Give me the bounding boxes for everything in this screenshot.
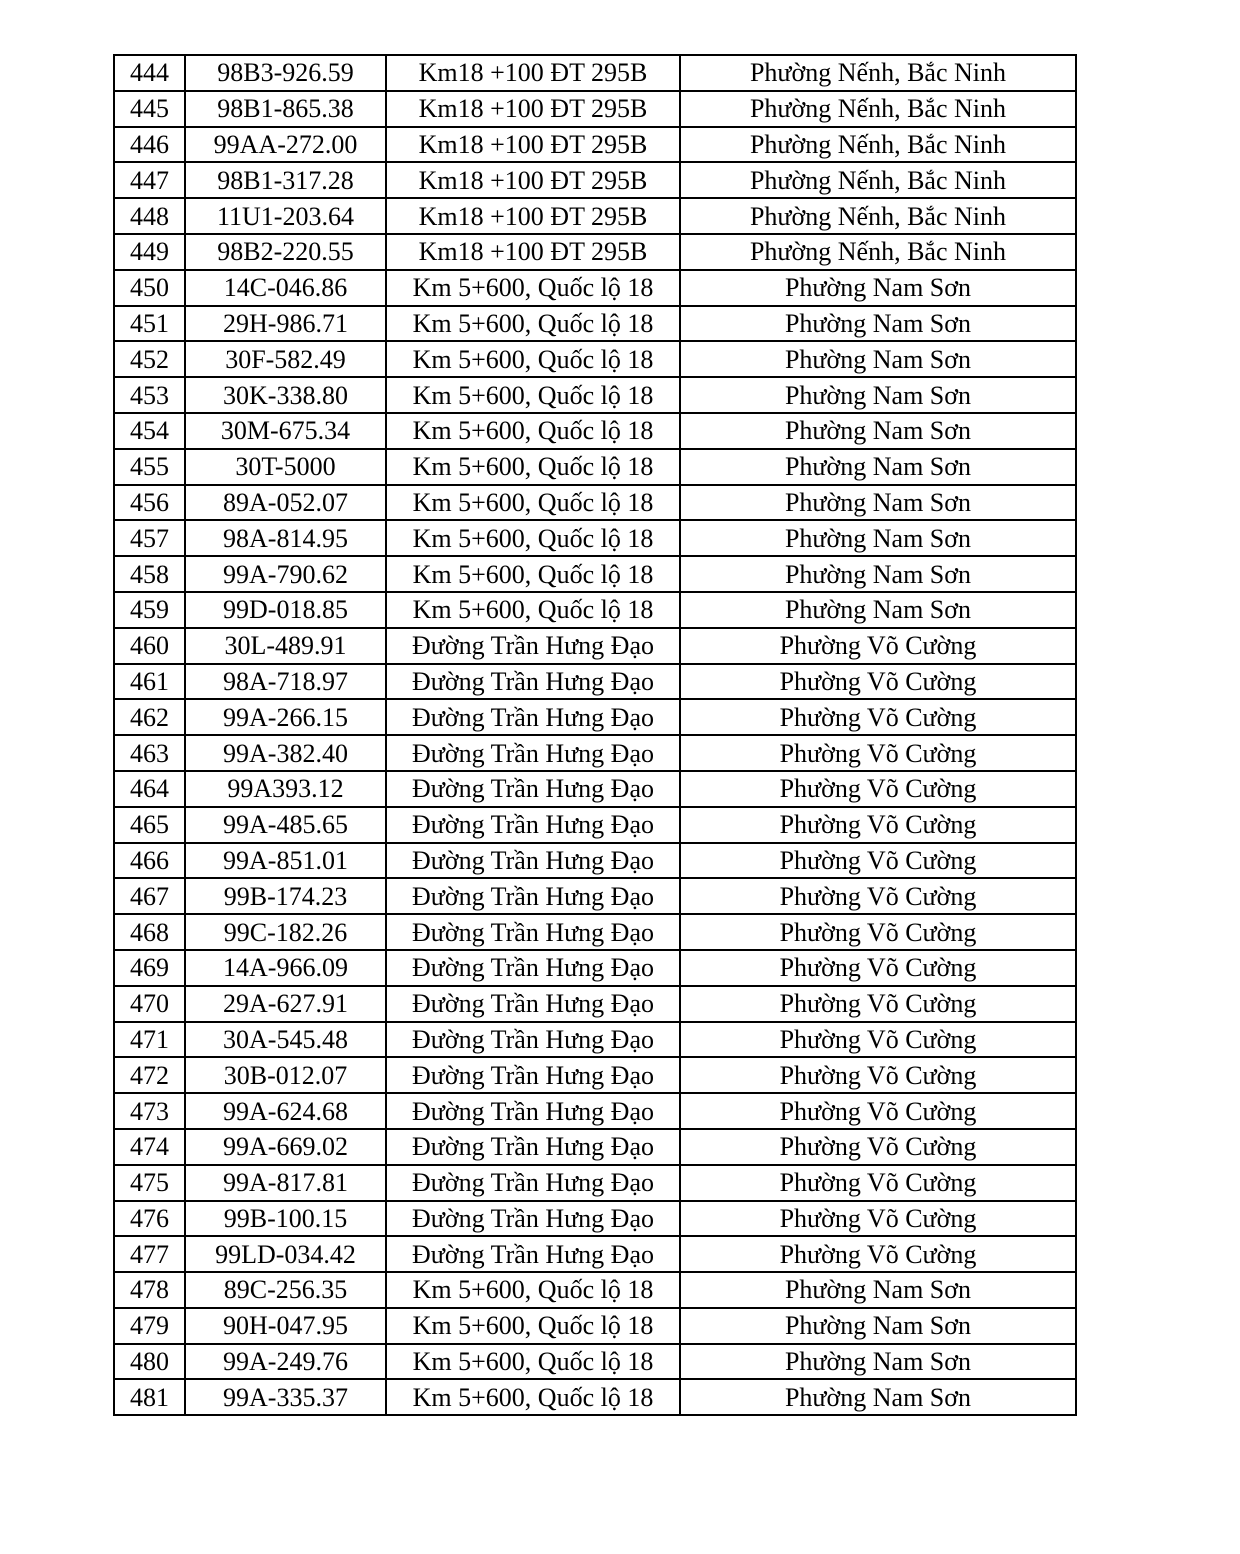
ward-cell: Phường Võ Cường bbox=[680, 807, 1076, 843]
license-plate-cell: 99A-249.76 bbox=[185, 1344, 386, 1380]
ward-cell: Phường Nếnh, Bắc Ninh bbox=[680, 234, 1076, 270]
row-number-cell: 475 bbox=[114, 1165, 185, 1201]
violation-location-cell: Đường Trần Hưng Đạo bbox=[386, 807, 680, 843]
license-plate-cell: 99A393.12 bbox=[185, 771, 386, 807]
row-number-cell: 479 bbox=[114, 1308, 185, 1344]
violation-location-cell: Đường Trần Hưng Đạo bbox=[386, 1236, 680, 1272]
table-row bbox=[114, 664, 1076, 700]
table-row bbox=[114, 1129, 1076, 1165]
license-plate-cell: 89A-052.07 bbox=[185, 485, 386, 521]
row-number-cell: 476 bbox=[114, 1201, 185, 1237]
ward-cell: Phường Nam Sơn bbox=[680, 485, 1076, 521]
violation-location-cell: Đường Trần Hưng Đạo bbox=[386, 1093, 680, 1129]
violation-location-cell: Đường Trần Hưng Đạo bbox=[386, 628, 680, 664]
violation-location-cell: Km18 +100 ĐT 295B bbox=[386, 234, 680, 270]
row-number-cell: 473 bbox=[114, 1093, 185, 1129]
violation-location-cell: Km 5+600, Quốc lộ 18 bbox=[386, 1344, 680, 1380]
violation-location-cell: Đường Trần Hưng Đạo bbox=[386, 664, 680, 700]
violation-location-cell: Đường Trần Hưng Đạo bbox=[386, 1022, 680, 1058]
row-number-cell: 459 bbox=[114, 592, 185, 628]
license-plate-cell: 99A-382.40 bbox=[185, 735, 386, 771]
license-plate-cell: 30L-489.91 bbox=[185, 628, 386, 664]
row-number-cell: 448 bbox=[114, 198, 185, 234]
license-plate-cell: 98B1-317.28 bbox=[185, 162, 386, 198]
ward-cell: Phường Võ Cường bbox=[680, 1129, 1076, 1165]
table-row bbox=[114, 699, 1076, 735]
table-row bbox=[114, 986, 1076, 1022]
ward-cell: Phường Võ Cường bbox=[680, 1022, 1076, 1058]
row-number-cell: 457 bbox=[114, 520, 185, 556]
license-plate-cell: 30T-5000 bbox=[185, 449, 386, 485]
table-row bbox=[114, 1379, 1076, 1415]
table-row bbox=[114, 1057, 1076, 1093]
row-number-cell: 455 bbox=[114, 449, 185, 485]
ward-cell: Phường Võ Cường bbox=[680, 950, 1076, 986]
violations-table-body bbox=[114, 55, 1076, 1415]
ward-cell: Phường Nếnh, Bắc Ninh bbox=[680, 91, 1076, 127]
violation-location-cell: Km 5+600, Quốc lộ 18 bbox=[386, 1379, 680, 1415]
violations-table bbox=[113, 54, 1077, 1416]
table-row bbox=[114, 1236, 1076, 1272]
ward-cell: Phường Nam Sơn bbox=[680, 377, 1076, 413]
license-plate-cell: 99D-018.85 bbox=[185, 592, 386, 628]
table-row bbox=[114, 807, 1076, 843]
ward-cell: Phường Nam Sơn bbox=[680, 1379, 1076, 1415]
ward-cell: Phường Nam Sơn bbox=[680, 520, 1076, 556]
row-number-cell: 471 bbox=[114, 1022, 185, 1058]
ward-cell: Phường Võ Cường bbox=[680, 735, 1076, 771]
violation-location-cell: Đường Trần Hưng Đạo bbox=[386, 699, 680, 735]
row-number-cell: 481 bbox=[114, 1379, 185, 1415]
ward-cell: Phường Nam Sơn bbox=[680, 413, 1076, 449]
row-number-cell: 447 bbox=[114, 162, 185, 198]
ward-cell: Phường Nếnh, Bắc Ninh bbox=[680, 127, 1076, 163]
table-row bbox=[114, 234, 1076, 270]
row-number-cell: 470 bbox=[114, 986, 185, 1022]
license-plate-cell: 99C-182.26 bbox=[185, 914, 386, 950]
row-number-cell: 462 bbox=[114, 699, 185, 735]
row-number-cell: 474 bbox=[114, 1129, 185, 1165]
ward-cell: Phường Nam Sơn bbox=[680, 556, 1076, 592]
violation-location-cell: Km 5+600, Quốc lộ 18 bbox=[386, 413, 680, 449]
license-plate-cell: 30A-545.48 bbox=[185, 1022, 386, 1058]
table-row bbox=[114, 162, 1076, 198]
license-plate-cell: 29H-986.71 bbox=[185, 306, 386, 342]
table-row bbox=[114, 449, 1076, 485]
table-row bbox=[114, 1272, 1076, 1308]
violation-location-cell: Km 5+600, Quốc lộ 18 bbox=[386, 485, 680, 521]
license-plate-cell: 90H-047.95 bbox=[185, 1308, 386, 1344]
row-number-cell: 463 bbox=[114, 735, 185, 771]
violation-location-cell: Đường Trần Hưng Đạo bbox=[386, 914, 680, 950]
row-number-cell: 458 bbox=[114, 556, 185, 592]
table-row bbox=[114, 950, 1076, 986]
table-row bbox=[114, 1201, 1076, 1237]
license-plate-cell: 11U1-203.64 bbox=[185, 198, 386, 234]
table-row bbox=[114, 1308, 1076, 1344]
ward-cell: Phường Nam Sơn bbox=[680, 341, 1076, 377]
row-number-cell: 456 bbox=[114, 485, 185, 521]
row-number-cell: 466 bbox=[114, 843, 185, 879]
ward-cell: Phường Võ Cường bbox=[680, 1165, 1076, 1201]
license-plate-cell: 99A-851.01 bbox=[185, 843, 386, 879]
ward-cell: Phường Võ Cường bbox=[680, 843, 1076, 879]
license-plate-cell: 98B1-865.38 bbox=[185, 91, 386, 127]
violation-location-cell: Km 5+600, Quốc lộ 18 bbox=[386, 556, 680, 592]
license-plate-cell: 99A-624.68 bbox=[185, 1093, 386, 1129]
row-number-cell: 464 bbox=[114, 771, 185, 807]
table-row bbox=[114, 341, 1076, 377]
license-plate-cell: 98B2-220.55 bbox=[185, 234, 386, 270]
violation-location-cell: Km 5+600, Quốc lộ 18 bbox=[386, 1308, 680, 1344]
row-number-cell: 446 bbox=[114, 127, 185, 163]
ward-cell: Phường Võ Cường bbox=[680, 699, 1076, 735]
violation-location-cell: Đường Trần Hưng Đạo bbox=[386, 771, 680, 807]
ward-cell: Phường Võ Cường bbox=[680, 914, 1076, 950]
license-plate-cell: 98A-814.95 bbox=[185, 520, 386, 556]
violation-location-cell: Đường Trần Hưng Đạo bbox=[386, 1201, 680, 1237]
row-number-cell: 478 bbox=[114, 1272, 185, 1308]
license-plate-cell: 14A-966.09 bbox=[185, 950, 386, 986]
table-row bbox=[114, 735, 1076, 771]
violation-location-cell: Km 5+600, Quốc lộ 18 bbox=[386, 377, 680, 413]
violation-location-cell: Đường Trần Hưng Đạo bbox=[386, 1057, 680, 1093]
table-row bbox=[114, 377, 1076, 413]
row-number-cell: 454 bbox=[114, 413, 185, 449]
ward-cell: Phường Võ Cường bbox=[680, 878, 1076, 914]
violation-location-cell: Đường Trần Hưng Đạo bbox=[386, 986, 680, 1022]
violation-location-cell: Đường Trần Hưng Đạo bbox=[386, 1165, 680, 1201]
license-plate-cell: 30K-338.80 bbox=[185, 377, 386, 413]
row-number-cell: 452 bbox=[114, 341, 185, 377]
table-row bbox=[114, 1165, 1076, 1201]
ward-cell: Phường Nếnh, Bắc Ninh bbox=[680, 198, 1076, 234]
table-row bbox=[114, 843, 1076, 879]
row-number-cell: 468 bbox=[114, 914, 185, 950]
violation-location-cell: Km18 +100 ĐT 295B bbox=[386, 91, 680, 127]
table-row bbox=[114, 55, 1076, 91]
table-row bbox=[114, 127, 1076, 163]
row-number-cell: 445 bbox=[114, 91, 185, 127]
ward-cell: Phường Nam Sơn bbox=[680, 1272, 1076, 1308]
row-number-cell: 467 bbox=[114, 878, 185, 914]
ward-cell: Phường Nam Sơn bbox=[680, 1344, 1076, 1380]
ward-cell: Phường Võ Cường bbox=[680, 628, 1076, 664]
violation-location-cell: Đường Trần Hưng Đạo bbox=[386, 878, 680, 914]
row-number-cell: 453 bbox=[114, 377, 185, 413]
row-number-cell: 465 bbox=[114, 807, 185, 843]
violation-location-cell: Km 5+600, Quốc lộ 18 bbox=[386, 592, 680, 628]
license-plate-cell: 99A-817.81 bbox=[185, 1165, 386, 1201]
ward-cell: Phường Võ Cường bbox=[680, 1236, 1076, 1272]
violation-location-cell: Km 5+600, Quốc lộ 18 bbox=[386, 449, 680, 485]
violation-location-cell: Km18 +100 ĐT 295B bbox=[386, 162, 680, 198]
table-row bbox=[114, 771, 1076, 807]
violation-location-cell: Đường Trần Hưng Đạo bbox=[386, 735, 680, 771]
row-number-cell: 472 bbox=[114, 1057, 185, 1093]
row-number-cell: 444 bbox=[114, 55, 185, 91]
violation-location-cell: Km 5+600, Quốc lộ 18 bbox=[386, 270, 680, 306]
license-plate-cell: 99A-266.15 bbox=[185, 699, 386, 735]
license-plate-cell: 99A-790.62 bbox=[185, 556, 386, 592]
license-plate-cell: 14C-046.86 bbox=[185, 270, 386, 306]
license-plate-cell: 99B-100.15 bbox=[185, 1201, 386, 1237]
violation-location-cell: Km18 +100 ĐT 295B bbox=[386, 127, 680, 163]
row-number-cell: 460 bbox=[114, 628, 185, 664]
violation-location-cell: Km18 +100 ĐT 295B bbox=[386, 198, 680, 234]
table-row bbox=[114, 91, 1076, 127]
table-row bbox=[114, 878, 1076, 914]
violation-location-cell: Đường Trần Hưng Đạo bbox=[386, 843, 680, 879]
table-row bbox=[114, 306, 1076, 342]
violation-location-cell: Km 5+600, Quốc lộ 18 bbox=[386, 520, 680, 556]
license-plate-cell: 99B-174.23 bbox=[185, 878, 386, 914]
table-row bbox=[114, 413, 1076, 449]
ward-cell: Phường Nếnh, Bắc Ninh bbox=[680, 55, 1076, 91]
license-plate-cell: 99A-335.37 bbox=[185, 1379, 386, 1415]
ward-cell: Phường Võ Cường bbox=[680, 1201, 1076, 1237]
table-row bbox=[114, 1022, 1076, 1058]
violation-location-cell: Km 5+600, Quốc lộ 18 bbox=[386, 1272, 680, 1308]
ward-cell: Phường Võ Cường bbox=[680, 1057, 1076, 1093]
license-plate-cell: 99AA-272.00 bbox=[185, 127, 386, 163]
ward-cell: Phường Võ Cường bbox=[680, 1093, 1076, 1129]
violation-location-cell: Km 5+600, Quốc lộ 18 bbox=[386, 306, 680, 342]
ward-cell: Phường Nam Sơn bbox=[680, 592, 1076, 628]
table-row bbox=[114, 1093, 1076, 1129]
violation-location-cell: Đường Trần Hưng Đạo bbox=[386, 950, 680, 986]
license-plate-cell: 30F-582.49 bbox=[185, 341, 386, 377]
ward-cell: Phường Nam Sơn bbox=[680, 449, 1076, 485]
table-row bbox=[114, 1344, 1076, 1380]
row-number-cell: 480 bbox=[114, 1344, 185, 1380]
row-number-cell: 449 bbox=[114, 234, 185, 270]
license-plate-cell: 89C-256.35 bbox=[185, 1272, 386, 1308]
ward-cell: Phường Nam Sơn bbox=[680, 1308, 1076, 1344]
row-number-cell: 469 bbox=[114, 950, 185, 986]
table-row bbox=[114, 520, 1076, 556]
table-row bbox=[114, 485, 1076, 521]
ward-cell: Phường Võ Cường bbox=[680, 771, 1076, 807]
ward-cell: Phường Võ Cường bbox=[680, 664, 1076, 700]
ward-cell: Phường Nam Sơn bbox=[680, 306, 1076, 342]
ward-cell: Phường Nam Sơn bbox=[680, 270, 1076, 306]
license-plate-cell: 99LD-034.42 bbox=[185, 1236, 386, 1272]
row-number-cell: 451 bbox=[114, 306, 185, 342]
license-plate-cell: 99A-669.02 bbox=[185, 1129, 386, 1165]
ward-cell: Phường Võ Cường bbox=[680, 986, 1076, 1022]
violation-location-cell: Km 5+600, Quốc lộ 18 bbox=[386, 341, 680, 377]
row-number-cell: 450 bbox=[114, 270, 185, 306]
table-row bbox=[114, 556, 1076, 592]
table-row bbox=[114, 628, 1076, 664]
table-row bbox=[114, 198, 1076, 234]
table-row bbox=[114, 914, 1076, 950]
ward-cell: Phường Nếnh, Bắc Ninh bbox=[680, 162, 1076, 198]
violation-location-cell: Km18 +100 ĐT 295B bbox=[386, 55, 680, 91]
violation-location-cell: Đường Trần Hưng Đạo bbox=[386, 1129, 680, 1165]
row-number-cell: 477 bbox=[114, 1236, 185, 1272]
license-plate-cell: 30B-012.07 bbox=[185, 1057, 386, 1093]
table-row bbox=[114, 270, 1076, 306]
license-plate-cell: 99A-485.65 bbox=[185, 807, 386, 843]
license-plate-cell: 98A-718.97 bbox=[185, 664, 386, 700]
row-number-cell: 461 bbox=[114, 664, 185, 700]
table-row bbox=[114, 592, 1076, 628]
license-plate-cell: 98B3-926.59 bbox=[185, 55, 386, 91]
license-plate-cell: 29A-627.91 bbox=[185, 986, 386, 1022]
license-plate-cell: 30M-675.34 bbox=[185, 413, 386, 449]
